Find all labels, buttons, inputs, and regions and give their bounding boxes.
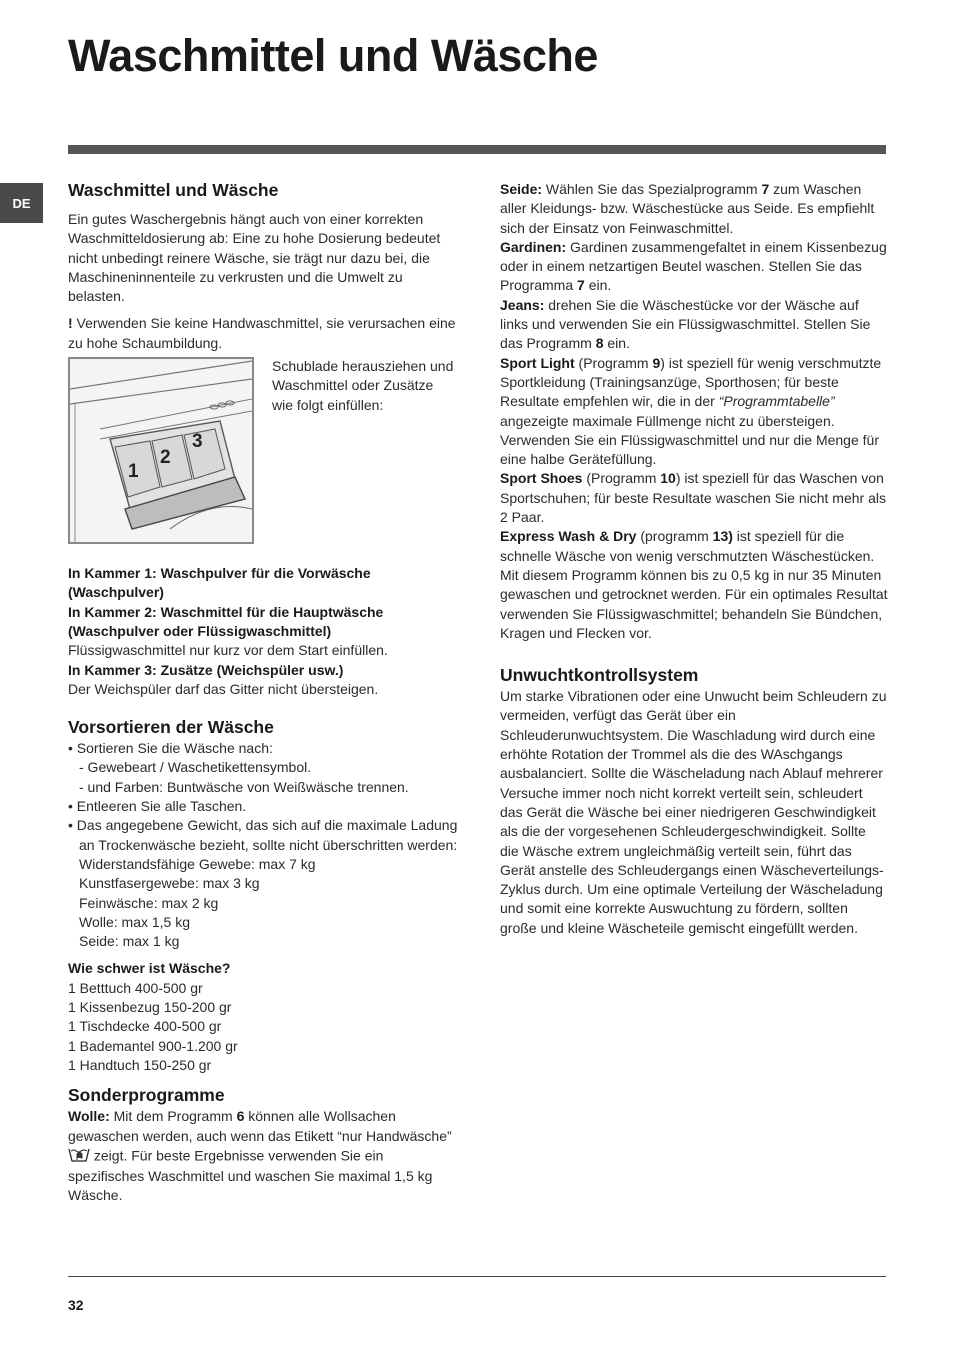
- sport-shoes-text-2: ) ist speziell für das Waschen von Sportschuhen; für beste Resultate waschen Sie nicht mehr als 2 Paar.: [500, 470, 886, 526]
- chamber-1-title: In Kammer 1: Waschpulver für die Vorwäsche (Waschpulver): [68, 565, 371, 601]
- wool-label: Wolle:: [68, 1108, 110, 1125]
- page-title: Waschmittel und Wäsche: [68, 30, 598, 81]
- curtains-paragraph: [500, 238, 888, 296]
- chamber-3-note: Der Weichspüler darf das Gitter nicht übersteigen.: [68, 680, 379, 697]
- express-label: Express Wash & Dry: [500, 528, 637, 545]
- curtains-label: Gardinen:: [500, 238, 567, 255]
- silk-program-number: 7: [761, 181, 770, 197]
- section-heading-sorting: Vorsortieren der Wäsche: [68, 717, 274, 738]
- jeans-paragraph: [500, 296, 888, 354]
- laundry-weight-item: 1 Handtuch 150-250 gr: [68, 1056, 212, 1073]
- drawer-figure-row: [68, 357, 458, 544]
- express-program-number: 13): [712, 528, 733, 545]
- jeans-text-2: ein.: [603, 335, 630, 352]
- express-paragraph: [500, 527, 888, 643]
- wool-text-1: Mit dem Programm: [109, 1108, 237, 1125]
- jeans-label: Jeans:: [500, 296, 545, 313]
- curtains-text-2: ein.: [584, 277, 612, 294]
- express-text-2: ist speziell für die schnelle Wäsche von wenig verschmutzten Wäschestücken. Mit diesem Programm können bis zu 0,5 kg in nur 35 Minuten gewaschen und getrocknet werden. Für ein optimales Resultat verwenden Sie Flüssigwaschmittel; behandeln Sie Bündchen, Kragen und Flecken vor.: [500, 528, 888, 641]
- sport-shoes-text-1: (Programm: [582, 470, 661, 487]
- sport-light-text-1: (Programm: [574, 354, 653, 371]
- warning-paragraph: [68, 314, 458, 353]
- sorting-bullet-2: • Entleeren Sie alle Taschen.: [68, 798, 247, 815]
- weights-heading: Wie schwer ist Wäsche?: [68, 960, 231, 977]
- sorting-bullet-3: • Das angegebene Gewicht, das sich auf die maximale Ladung an Trockenwäsche bezieht, sollte nicht überschritten werden:: [68, 817, 458, 853]
- weight-limit: Wolle: max 1,5 kg: [79, 913, 191, 930]
- sorting-sub-1: - Gewebeart / Waschetikettensymbol.: [79, 759, 312, 776]
- weight-limit: Seide: max 1 kg: [79, 933, 180, 950]
- curtains-text-1: Gardinen zusammengefaltet in einem Kissenbezug oder in einem netzartigen Beutel waschen. Stellen Sie das Programma: [500, 238, 887, 294]
- program-table-reference: “Programmtabelle”: [718, 393, 835, 410]
- wool-program-number: 6: [236, 1108, 245, 1125]
- sport-shoes-label: Sport Shoes: [500, 470, 583, 487]
- wool-paragraph: [68, 1107, 458, 1205]
- silk-label: Seide:: [500, 181, 543, 197]
- silk-paragraph: [500, 180, 888, 238]
- silk-text-1: Wählen Sie das Spezialprogramm: [542, 181, 762, 197]
- wool-text-3: zeigt. Für beste Ergebnisse verwenden Sie ein spezifisches Waschmittel und waschen Sie maximal 1,5 kg Wäsche.: [68, 1147, 433, 1204]
- chamber-label-2: 2: [160, 447, 171, 469]
- sorting-bullet-1: • Sortieren Sie die Wäsche nach:: [68, 740, 273, 757]
- laundry-weight-item: 1 Betttuch 400-500 gr: [68, 979, 203, 996]
- chamber-2-title: In Kammer 2: Waschmittel für die Hauptwäsche (Waschpulver oder Flüssigwaschmittel): [68, 603, 384, 639]
- language-tab: DE: [0, 183, 43, 223]
- right-column: [500, 180, 888, 938]
- chamber-label-1: 1: [128, 461, 139, 483]
- wool-text-2: können alle Wollsachen gewaschen werden, auch wenn das Etikett “nur Handwäsche”: [68, 1108, 452, 1144]
- curtains-program-number: 7: [577, 277, 585, 294]
- intro-paragraph: Ein gutes Waschergebnis hängt auch von einer korrekten Waschmitteldosierung ab: Eine zu hohe Dosierung bedeutet nicht unbedingt reinere Wäsche, sie trägt nur dazu bei, die Maschineninnenteile zu verkrusten und die Umwelt zu belasten.: [68, 211, 441, 305]
- chamber-3-title: In Kammer 3: Zusätze (Weichspüler usw.): [68, 661, 344, 678]
- figure-caption: Schublade herausziehen und Waschmittel oder Zusätze wie folgt einfüllen:: [272, 358, 454, 413]
- laundry-weight-item: 1 Kissenbezug 150-200 gr: [68, 999, 232, 1016]
- left-column: [68, 178, 458, 1206]
- detergent-drawer-illustration: [68, 357, 254, 544]
- sport-light-text-3: angezeigte maximale Füllmenge nicht zu übersteigen. Verwenden Sie ein Flüssigwaschmittel und nur die Menge für eine halbe Gerätefüllung.: [500, 412, 879, 468]
- footer-rule: [68, 1276, 886, 1277]
- jeans-program-number: 8: [595, 335, 604, 352]
- hand-wash-icon: [68, 1146, 90, 1167]
- section-heading-detergents: Waschmittel und Wäsche: [68, 180, 279, 200]
- sport-light-text-2: ) ist speziell für wenig verschmutzte Sportkleidung (Trainingsanzüge, Sporthosen; für beste Resultate empfehlen wir, die in der: [500, 354, 882, 410]
- warning-mark: !: [68, 315, 73, 332]
- chamber-2-note: Flüssigwaschmittel nur kurz vor dem Start einfüllen.: [68, 642, 388, 659]
- express-text-1: (programm: [636, 528, 713, 545]
- sport-light-label: Sport Light: [500, 354, 575, 371]
- weight-limit: Kunstfasergewebe: max 3 kg: [79, 875, 260, 892]
- section-heading-special-programs: Sonderprogramme: [68, 1085, 225, 1106]
- jeans-text-1: drehen Sie die Wäschestücke vor der Wäsche auf links und verwenden Sie ein Flüssigwaschmittel. Stellen Sie das Programm: [500, 296, 871, 352]
- sport-shoes-program-number: 10: [660, 470, 676, 487]
- laundry-weight-item: 1 Tischdecke 400-500 gr: [68, 1018, 222, 1035]
- sport-light-program-number: 9: [652, 354, 661, 371]
- unbalance-paragraph: Um starke Vibrationen oder eine Unwucht beim Schleudern zu vermeiden, verfügt das Gerät über ein Schleuderunwuchtsystem. Die Waschladung wird durch eine erhöhte Rotation der Trommel als die des WAschgangs ausbalanciert. Sollte die Wäscheladung nach Ablauf mehrerer Versuche immer noch nicht korrekt verteilt sein, schleudert das Gerät die Wäsche bei einer niedrigeren Geschwindigkeit als die der vorgesehenen Schleudergeschwindigkeit. Sollte die Wäsche extrem ungleichmäßig verteilt sein, führt das Gerät anstelle des Schleudergangs einen Wäscheverteilungs-Zyklus durch. Um eine optimale Verteilung der Wäscheladung und somit eine korrekte Auswuchtung zu fördern, sollten große und kleine Wäscheteile gemischt eingefüllt werden.: [500, 688, 887, 936]
- weight-limit: Widerstandsfähige Gewebe: max 7 kg: [79, 855, 316, 872]
- warning-text: Verwenden Sie keine Handwaschmittel, sie verursachen eine zu hohe Schaumbildung.: [68, 315, 456, 351]
- page-number: 32: [68, 1297, 84, 1313]
- sport-light-paragraph: [500, 354, 888, 470]
- chamber-label-3: 3: [192, 431, 203, 453]
- sport-shoes-paragraph: [500, 469, 888, 527]
- silk-text-2: zum Waschen aller Kleidungs- bzw. Wäschestücke aus Seide. Es empfiehlt sich der Einsatz von Feinwaschmittel.: [500, 181, 875, 236]
- detergent-drawer-drawing: [70, 359, 252, 542]
- sorting-sub-2: - und Farben: Buntwäsche von Weißwäsche trennen.: [79, 778, 409, 795]
- title-rule: [68, 145, 886, 154]
- section-heading-unbalance-control: Unwuchtkontrollsystem: [500, 665, 699, 686]
- laundry-weight-item: 1 Bademantel 900-1.200 gr: [68, 1037, 238, 1054]
- weight-limit: Feinwäsche: max 2 kg: [79, 894, 219, 911]
